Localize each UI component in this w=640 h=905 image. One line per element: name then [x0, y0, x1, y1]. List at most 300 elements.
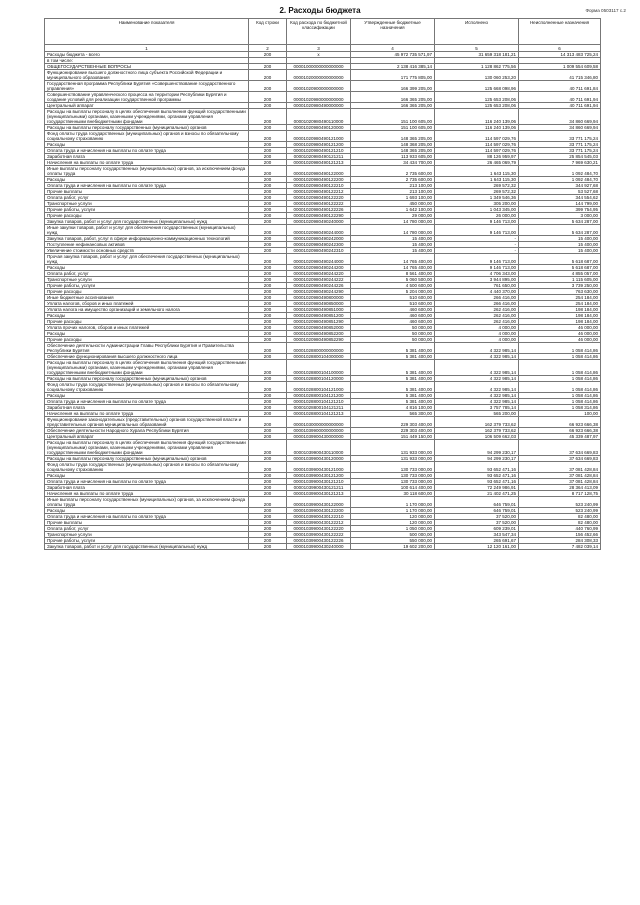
row-classification: 00001020980490800000 [287, 295, 351, 301]
form-code: Форма 0503117 с.2 [585, 8, 626, 13]
row-approved: 30 118 600,00 [351, 491, 435, 497]
row-approved: 4 816 100,00 [351, 405, 435, 411]
row-name: Прочие расходы [45, 337, 249, 343]
row-approved: 166 365 205,00 [351, 103, 435, 109]
row-unexecuted: 66 923 666,38 [519, 417, 601, 428]
row-unexecuted: 156 452,66 [519, 532, 601, 538]
row-unexecuted: 4 855 057,00 [519, 271, 601, 277]
row-approved: 460 600,00 [351, 319, 435, 325]
row-classification: 00001028800104121213 [287, 411, 351, 417]
table-row [45, 109, 601, 125]
row-code: 200 [249, 201, 287, 207]
row-approved: 166 399 205,00 [351, 81, 435, 92]
row-executed: 162 379 733,62 [435, 428, 519, 434]
row-code: 200 [249, 337, 287, 343]
row-unexecuted: 37 081 428,84 [519, 479, 601, 485]
row-unexecuted: 37 081 428,84 [519, 473, 601, 479]
row-classification: 00001020980490122222 [287, 201, 351, 207]
row-code: 200 [249, 301, 287, 307]
row-unexecuted: 198 184,00 [519, 307, 601, 313]
row-unexecuted: 15 400,00 [519, 248, 601, 254]
row-code: 200 [249, 514, 287, 520]
row-executed: 4 000,00 [435, 337, 519, 343]
table-row [45, 254, 601, 265]
row-name: Уплата прочих налогов, сборов и иных платежей [45, 325, 249, 331]
row-unexecuted: 40 711 691,84 [519, 81, 601, 92]
row-executed: 4 322 985,14 [435, 399, 519, 405]
row-executed: 114 597 029,76 [435, 148, 519, 154]
row-name: Оплата работ, услуг [45, 526, 249, 532]
table-row [45, 70, 601, 81]
row-classification: 00001020000000000000 [287, 70, 351, 81]
row-code: 200 [249, 307, 287, 313]
row-name: Транспортные услуги [45, 532, 249, 538]
row-classification: 00001020980490244000 [287, 225, 351, 236]
row-code: 200 [249, 154, 287, 160]
row-approved: 120 000,00 [351, 520, 435, 526]
row-classification: 00001020980490851290 [287, 319, 351, 325]
table-row [45, 81, 601, 92]
row-name: Обеспечение деятельности Администрации Главы Республики Бурятия и Правительства Республики Бурятия [45, 343, 249, 354]
row-classification: x [287, 52, 351, 58]
expenses-table [44, 18, 601, 550]
row-unexecuted: 82 480,00 [519, 520, 601, 526]
row-approved: 120 000,00 [351, 514, 435, 520]
page-title: 2. Расходы бюджета [279, 6, 361, 15]
row-approved: 5 060 500,00 [351, 277, 435, 283]
row-name: Государственная программа Республики Бурятия «Совершенствование государственного управления» [45, 81, 249, 92]
row-classification: 00001020980490852000 [287, 325, 351, 331]
row-executed: - [435, 242, 519, 248]
row-approved: 50 000,00 [351, 331, 435, 337]
row-executed: 565 200,00 [435, 411, 519, 417]
row-name: Начисления на выплаты по оплате труда [45, 491, 249, 497]
row-code: 200 [249, 195, 287, 201]
row-name: Прочие выплаты [45, 520, 249, 526]
row-name: Обеспечение деятельности Народного Хурала Республики Бурятия [45, 428, 249, 434]
row-executed: 94 299 230,17 [435, 456, 519, 462]
row-classification: 00001039900000000000 [287, 428, 351, 434]
row-executed: 4 706 343,00 [435, 271, 519, 277]
row-executed: 26 465 069,79 [435, 160, 519, 166]
row-unexecuted: 8 717 128,75 [519, 491, 601, 497]
row-approved: 100 614 400,00 [351, 485, 435, 491]
row-name: Оплата работ, услуг [45, 195, 249, 201]
row-code: 200 [249, 399, 287, 405]
row-approved: 45 972 735 571,97 [351, 52, 435, 58]
row-unexecuted: 46 000,00 [519, 337, 601, 343]
row-approved: 5 381 400,00 [351, 343, 435, 354]
row-executed: 4 000,00 [435, 331, 519, 337]
row-approved: 8 561 400,00 [351, 271, 435, 277]
row-name: Расходы [45, 265, 249, 271]
row-code: 200 [249, 289, 287, 295]
row-executed: 266 416,00 [435, 301, 519, 307]
row-executed: 116 240 139,06 [435, 125, 519, 131]
row-classification: 00001020980490122226 [287, 207, 351, 213]
row-executed: 3 944 895,00 [435, 277, 519, 283]
row-executed: 72 249 986,91 [435, 485, 519, 491]
row-code: 200 [249, 462, 287, 473]
row-name: Фонд оплаты труда государственных (муниципальных) органов и взносы по обязательному социальному страхованию [45, 131, 249, 142]
row-approved: 113 933 605,00 [351, 154, 435, 160]
row-classification: 00001020980490244200 [287, 265, 351, 271]
row-executed: 1 128 862 775,56 [435, 64, 519, 70]
row-classification: 00001020980490122212 [287, 189, 351, 195]
table-row [45, 225, 601, 236]
row-approved: 5 381 400,00 [351, 376, 435, 382]
row-executed: 4 322 985,14 [435, 382, 519, 393]
row-code: 200 [249, 81, 287, 92]
row-executed: 305 200,00 [435, 201, 519, 207]
row-approved: 1 170 000,00 [351, 508, 435, 514]
table-row [45, 462, 601, 473]
row-code: 200 [249, 248, 287, 254]
row-code: 200 [249, 109, 287, 125]
row-approved: 19 602 200,00 [351, 544, 435, 550]
row-executed: 93 652 471,16 [435, 473, 519, 479]
row-unexecuted: 1 058 414,86 [519, 376, 601, 382]
row-executed: 4 322 985,14 [435, 376, 519, 382]
row-approved: 15 400,00 [351, 242, 435, 248]
row-approved: 1 693 100,00 [351, 195, 435, 201]
row-unexecuted: 523 240,99 [519, 497, 601, 508]
row-unexecuted: 1 058 414,86 [519, 360, 601, 376]
row-code: 200 [249, 354, 287, 360]
row-classification: 00001028800000000000 [287, 343, 351, 354]
row-name: Расходы [45, 393, 249, 399]
row-name: ОБЩЕГОСУДАРСТВЕННЫЕ ВОПРОСЫ [45, 64, 249, 70]
row-classification: 00001020980490244000 [287, 254, 351, 265]
row-name: Прочая закупка товаров, работ и услуг для обеспечения государственных (муниципальных) нужд [45, 254, 249, 265]
row-code: 200 [249, 166, 287, 177]
row-name: Центральный аппарат [45, 434, 249, 440]
row-classification: 00001039900430110000 [287, 440, 351, 456]
row-unexecuted: 33 771 175,24 [519, 142, 601, 148]
header-code: Код строки [249, 19, 287, 45]
row-unexecuted: 53 527,68 [519, 189, 601, 195]
row-code: 200 [249, 360, 287, 376]
row-unexecuted: 1 009 554 609,58 [519, 64, 601, 70]
row-code: 200 [249, 479, 287, 485]
row-approved: 15 400,00 [351, 248, 435, 254]
row-approved: 29 000,00 [351, 213, 435, 219]
row-code: 200 [249, 325, 287, 331]
header-approved: Утвержденные бюджетные назначения [351, 19, 435, 45]
row-code: 200 [249, 508, 287, 514]
row-approved: 550 000,00 [351, 538, 435, 544]
row-approved: 5 204 000,00 [351, 289, 435, 295]
header-name: Наименование показателя [45, 19, 249, 45]
row-unexecuted: 37 634 669,83 [519, 456, 601, 462]
row-approved: 229 303 400,00 [351, 417, 435, 428]
row-approved: 5 381 400,00 [351, 399, 435, 405]
row-approved: 171 775 805,00 [351, 70, 435, 81]
row-unexecuted: 1 092 484,70 [519, 177, 601, 183]
row-classification: 00001020980490121200 [287, 142, 351, 148]
row-unexecuted: 1 058 414,86 [519, 393, 601, 399]
row-code: 200 [249, 131, 287, 142]
row-executed: 269 572,32 [435, 189, 519, 195]
row-unexecuted: 344 554,62 [519, 195, 601, 201]
column-number: 5 [435, 45, 519, 52]
row-executed: 609 239,01 [435, 526, 519, 532]
row-code: 200 [249, 382, 287, 393]
row-unexecuted: 144 799,00 [519, 201, 601, 207]
row-name: Начисления на выплаты по оплате труда [45, 160, 249, 166]
row-classification: 00001020980490122210 [287, 183, 351, 189]
row-executed: 4 322 985,14 [435, 354, 519, 360]
row-approved: 5 381 400,00 [351, 354, 435, 360]
row-executed: 4 440 370,00 [435, 289, 519, 295]
row-classification: 00001020980490122290 [287, 213, 351, 219]
row-executed: 9 146 713,00 [435, 219, 519, 225]
row-executed: 646 759,01 [435, 508, 519, 514]
row-approved: 50 000,00 [351, 325, 435, 331]
row-unexecuted: 25 854 545,03 [519, 154, 601, 160]
row-code: 200 [249, 64, 287, 70]
column-number: 1 [45, 45, 249, 52]
row-executed: 9 146 713,00 [435, 225, 519, 236]
row-name: Иные бюджетные ассигнования [45, 295, 249, 301]
row-classification: 00001039900430121210 [287, 479, 351, 485]
row-approved: 510 600,00 [351, 301, 435, 307]
row-classification: 00001039900430120000 [287, 456, 351, 462]
row-name: Прочие работы, услуги [45, 207, 249, 213]
row-name: Совершенствование управленческого процесса на территории Республики Бурятия и создание условий для реализации государственной программы [45, 92, 249, 103]
row-executed: 125 653 208,06 [435, 92, 519, 103]
row-approved: 148 365 205,00 [351, 148, 435, 154]
row-approved: 2 735 600,00 [351, 177, 435, 183]
row-classification: 00001039900430122210 [287, 514, 351, 520]
row-code: 200 [249, 183, 287, 189]
row-executed: - [435, 248, 519, 254]
row-approved: 5 381 400,00 [351, 393, 435, 399]
row-executed: 343 547,34 [435, 532, 519, 538]
row-unexecuted: 15 400,00 [519, 242, 601, 248]
row-executed: 93 652 471,16 [435, 462, 519, 473]
row-unexecuted: 34 860 669,94 [519, 125, 601, 131]
row-code: 200 [249, 225, 287, 236]
row-code: 200 [249, 52, 287, 58]
row-unexecuted: 254 184,00 [519, 295, 601, 301]
row-executed: 265 691,67 [435, 538, 519, 544]
row-unexecuted: 5 618 687,00 [519, 265, 601, 271]
row-code: 200 [249, 236, 287, 242]
row-name: Оплата труда и начисления на выплаты по оплате труда [45, 183, 249, 189]
row-executed: 106 509 662,03 [435, 434, 519, 440]
row-classification: 00001028800104000000 [287, 354, 351, 360]
table-row [45, 92, 601, 103]
row-executed: 262 416,00 [435, 307, 519, 313]
row-approved: 5 381 400,00 [351, 360, 435, 376]
row-unexecuted: 33 771 175,24 [519, 148, 601, 154]
row-unexecuted: 7 482 039,14 [519, 544, 601, 550]
row-classification: 00001039900430121213 [287, 491, 351, 497]
row-unexecuted: 37 081 428,84 [519, 462, 601, 473]
row-unexecuted: 66 923 666,38 [519, 428, 601, 434]
row-name: Расходы на выплаты персоналу государственных (муниципальных) органов [45, 376, 249, 382]
row-approved: 166 365 205,00 [351, 92, 435, 103]
row-executed: 761 650,00 [435, 283, 519, 289]
row-unexecuted: 254 184,00 [519, 301, 601, 307]
row-unexecuted: 7 969 630,21 [519, 160, 601, 166]
row-code: 200 [249, 538, 287, 544]
row-code: 200 [249, 526, 287, 532]
row-code: 200 [249, 376, 287, 382]
row-name: Поступление нефинансовых активов [45, 242, 249, 248]
row-code: 200 [249, 520, 287, 526]
row-approved: 4 500 600,00 [351, 283, 435, 289]
row-code: 200 [249, 434, 287, 440]
row-name: Прочие расходы [45, 319, 249, 325]
header-executed: Исполнено [435, 19, 519, 45]
row-unexecuted: 3 000,00 [519, 213, 601, 219]
row-code: 200 [249, 271, 287, 277]
row-code: 200 [249, 283, 287, 289]
row-unexecuted: 1 058 414,86 [519, 354, 601, 360]
column-number: 2 [249, 45, 287, 52]
row-approved: 148 365 205,00 [351, 131, 435, 142]
row-unexecuted: 14 313 483 725,24 [519, 52, 601, 58]
row-approved: 510 600,00 [351, 295, 435, 301]
row-executed: 31 659 318 181,21 [435, 52, 519, 58]
row-code: 200 [249, 411, 287, 417]
row-approved: 131 933 000,00 [351, 456, 435, 462]
row-classification: 00001020980490121000 [287, 131, 351, 142]
row-code: 200 [249, 295, 287, 301]
row-name: Заработная плата [45, 485, 249, 491]
row-classification: 00001000000000000000 [287, 64, 351, 70]
row-name: Прочие расходы [45, 213, 249, 219]
row-unexecuted: 1 092 484,70 [519, 166, 601, 177]
row-unexecuted: 1 058 414,86 [519, 343, 601, 354]
row-executed: 114 597 029,76 [435, 142, 519, 148]
row-executed: - [435, 236, 519, 242]
row-classification: 00001039900430121000 [287, 462, 351, 473]
row-unexecuted: 1 115 605,00 [519, 277, 601, 283]
row-executed: 37 520,00 [435, 514, 519, 520]
row-classification: 00001020980490244290 [287, 289, 351, 295]
row-name: Оплата труда и начисления на выплаты по оплате труда [45, 399, 249, 405]
row-code: 200 [249, 142, 287, 148]
row-unexecuted: 523 240,99 [519, 508, 601, 514]
row-code: 200 [249, 189, 287, 195]
row-approved: 131 933 000,00 [351, 440, 435, 456]
table-row [45, 131, 601, 142]
row-code: 200 [249, 207, 287, 213]
row-classification: 00001028800104121000 [287, 382, 351, 393]
row-code: 200 [249, 473, 287, 479]
row-name: Расходы на выплаты персоналу государственных (муниципальных) органов [45, 125, 249, 131]
row-code: 200 [249, 331, 287, 337]
row-executed: 12 120 161,00 [435, 544, 519, 550]
row-executed: 1 643 115,30 [435, 166, 519, 177]
row-unexecuted: 5 634 287,00 [519, 219, 601, 225]
row-executed: 26 000,00 [435, 213, 519, 219]
row-classification: 00001020980490110000 [287, 109, 351, 125]
row-code: 200 [249, 491, 287, 497]
row-name: Транспортные услуги [45, 201, 249, 207]
row-name: Уплата налога на имущество организаций и земельного налога [45, 307, 249, 313]
row-approved: 1 642 100,00 [351, 207, 435, 213]
row-code: 200 [249, 103, 287, 109]
row-executed: 4 322 985,14 [435, 360, 519, 376]
row-executed: 125 668 098,96 [435, 81, 519, 92]
row-name: Расходы [45, 142, 249, 148]
row-approved: 130 733 000,00 [351, 479, 435, 485]
row-code: 200 [249, 319, 287, 325]
row-executed: 21 402 471,25 [435, 491, 519, 497]
row-unexecuted: 763 630,00 [519, 289, 601, 295]
row-executed: 1 643 115,30 [435, 177, 519, 183]
row-code: 200 [249, 125, 287, 131]
row-approved: 148 368 205,00 [351, 142, 435, 148]
row-name: Расходы на выплаты персоналу государственных (муниципальных) органов [45, 456, 249, 462]
row-unexecuted: 46 000,00 [519, 331, 601, 337]
row-code: 200 [249, 70, 287, 81]
row-executed: 3 757 785,14 [435, 405, 519, 411]
row-approved: 130 733 000,00 [351, 473, 435, 479]
row-executed: 93 652 471,16 [435, 479, 519, 485]
row-unexecuted: 40 711 691,94 [519, 92, 601, 103]
row-unexecuted: 1 058 414,86 [519, 399, 601, 405]
row-name: Уплата налогов, сборов и иных платежей [45, 301, 249, 307]
row-name: Увеличение стоимости основных средств [45, 248, 249, 254]
row-executed: 94 299 230,17 [435, 440, 519, 456]
row-executed: 4 000,00 [435, 325, 519, 331]
row-name: Функционирование высшего должностного лица субъекта Российской Федерации и муниципального образования [45, 70, 249, 81]
row-approved: 5 381 400,00 [351, 382, 435, 393]
row-unexecuted: 28 364 413,09 [519, 485, 601, 491]
row-approved: 213 100,00 [351, 183, 435, 189]
row-unexecuted: 198 184,00 [519, 319, 601, 325]
row-executed: 9 146 713,00 [435, 265, 519, 271]
row-name: Расходы [45, 313, 249, 319]
row-executed: 114 597 029,76 [435, 131, 519, 142]
row-classification: 00001020980490000000 [287, 103, 351, 109]
row-classification: 00001020980490121210 [287, 148, 351, 154]
row-classification: 00001028800104121200 [287, 393, 351, 399]
column-number: 6 [519, 45, 601, 52]
row-classification: 00001020980490242300 [287, 242, 351, 248]
row-classification: 00001020980490121211 [287, 154, 351, 160]
row-unexecuted: 3 739 250,00 [519, 283, 601, 289]
row-executed: 125 653 208,06 [435, 103, 519, 109]
row-approved: 34 434 700,00 [351, 160, 435, 166]
row-classification: 00001028800104121211 [287, 405, 351, 411]
row-classification: 00001039900430122226 [287, 538, 351, 544]
row-executed: 162 379 733,62 [435, 417, 519, 428]
row-executed: 646 759,01 [435, 497, 519, 508]
row-approved: 14 780 000,00 [351, 219, 435, 225]
row-name: Расходы [45, 508, 249, 514]
row-classification: 00001020980490122200 [287, 177, 351, 183]
table-row [45, 544, 601, 550]
row-executed: 4 322 985,14 [435, 343, 519, 354]
row-unexecuted: 37 634 669,83 [519, 440, 601, 456]
row-classification: 00001039900430122200 [287, 508, 351, 514]
row-name: Оплата труда и начисления на выплаты по оплате труда [45, 514, 249, 520]
row-executed: 37 520,00 [435, 520, 519, 526]
row-approved: 460 600,00 [351, 313, 435, 319]
row-approved: 151 100 605,00 [351, 125, 435, 131]
row-unexecuted: 40 711 691,94 [519, 103, 601, 109]
row-code: 200 [249, 277, 287, 283]
row-approved: 1 050 000,00 [351, 526, 435, 532]
table-row [45, 417, 601, 428]
row-name: Заработная плата [45, 405, 249, 411]
